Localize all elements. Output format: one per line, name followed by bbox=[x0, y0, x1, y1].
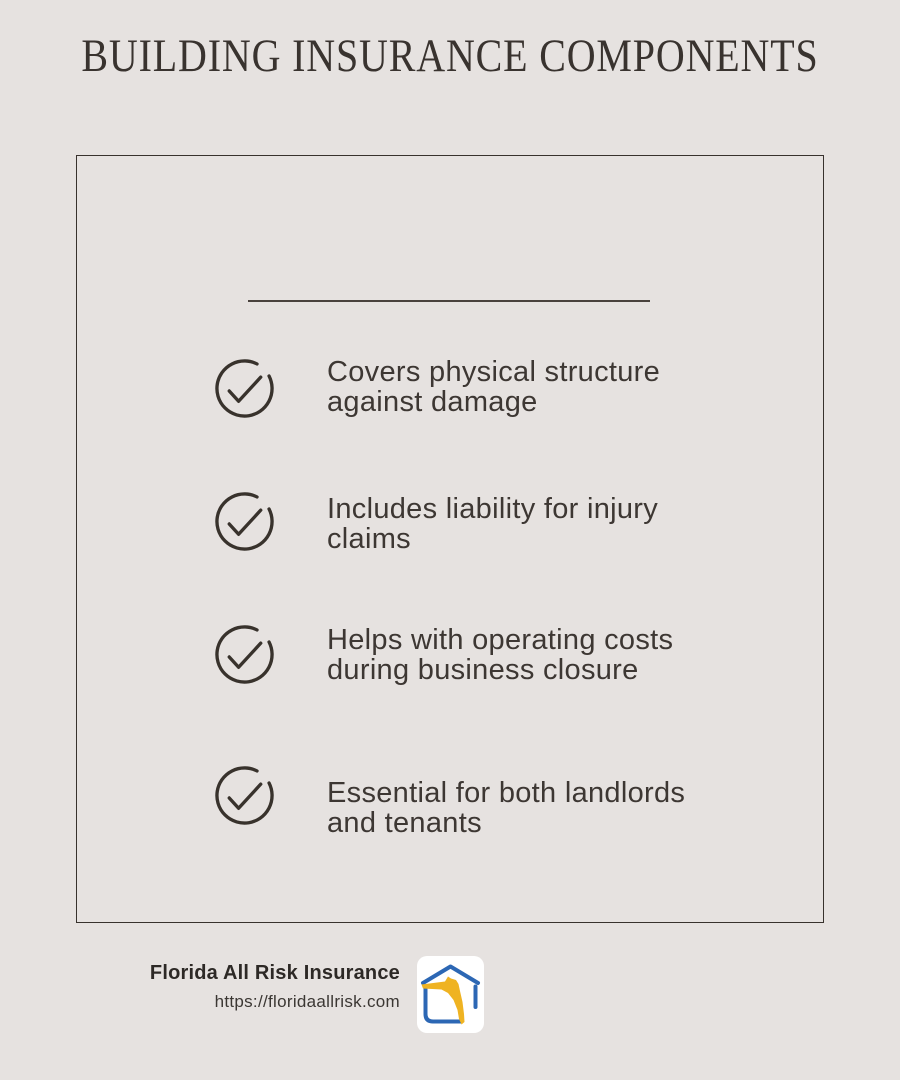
brand-name: Florida All Risk Insurance bbox=[149, 962, 400, 984]
divider-line bbox=[248, 300, 650, 302]
florida-house-logo-graphic bbox=[417, 956, 484, 1033]
check-circle-icon bbox=[213, 490, 276, 553]
checklist-item-text bbox=[327, 494, 787, 554]
check-circle-icon bbox=[213, 357, 276, 420]
florida-house-logo-icon bbox=[417, 956, 484, 1033]
check-circle-icon bbox=[213, 623, 276, 686]
footer-text bbox=[20, 961, 400, 1012]
checklist-line: during business closure bbox=[327, 654, 639, 686]
check-circle-icon bbox=[213, 764, 276, 827]
checklist-item-text bbox=[327, 625, 787, 685]
checklist-line: claims bbox=[327, 523, 411, 555]
checklist-line: Covers physical structure bbox=[327, 356, 661, 388]
brand-url: https://floridaallrisk.com bbox=[214, 992, 400, 1011]
checklist-item-text bbox=[327, 778, 787, 838]
page-title: BUILDING INSURANCE COMPONENTS bbox=[81, 30, 819, 82]
checklist-line: Essential for both landlords bbox=[327, 777, 686, 809]
checklist-item-text bbox=[327, 357, 787, 417]
checklist-line: Includes liability for injury bbox=[327, 493, 659, 525]
checklist-line: against damage bbox=[327, 386, 538, 418]
checklist-line: and tenants bbox=[327, 807, 482, 839]
checklist-line: Helps with operating costs bbox=[327, 624, 674, 656]
